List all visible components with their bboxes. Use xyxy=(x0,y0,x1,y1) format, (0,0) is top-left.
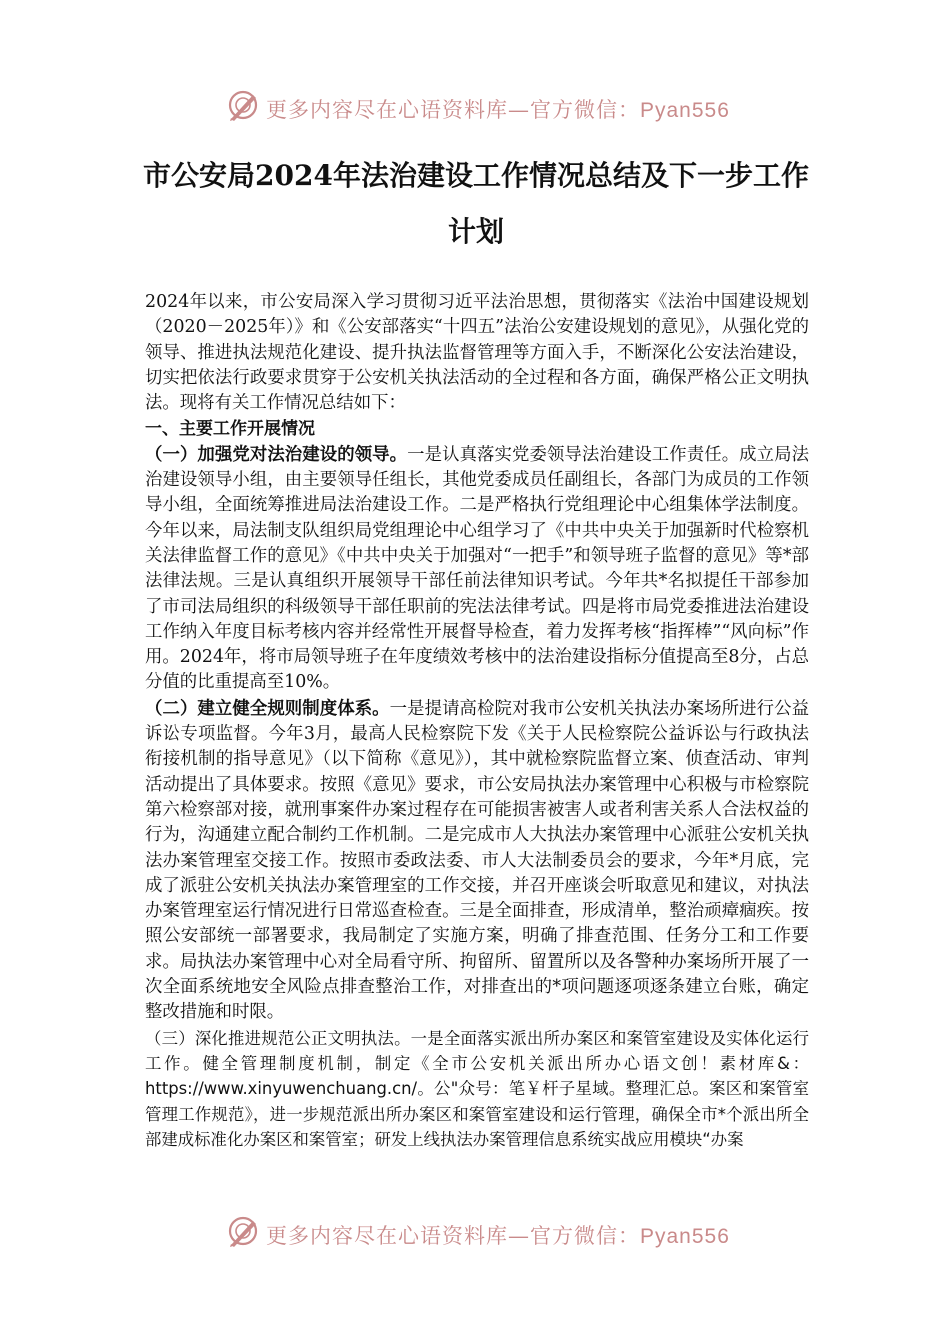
watermark-banner-top xyxy=(0,86,950,126)
paragraph-rules-system xyxy=(145,696,809,1026)
document-title: 市公安局2024年法治建设工作情况总结及下一步工作计划 xyxy=(143,159,809,248)
paragraph-lead: （二）建立健全规则制度体系。 xyxy=(145,697,390,718)
watermark-text: 更多内容尽在心语资料库—官方微信：Pyan556 xyxy=(266,98,730,122)
paragraph-law-enforcement: （三）深化推进规范公正文明执法。一是全面落实派出所办案区和案管室建设及实体化运行工作。健全管理制度机制，制定《全市公安机关派出所办心语文创！素材库&：https://www.xinyuwenchuang.cn/。公"众号：笔￥杆子星域。整理汇总。案区和案管室管理工作规范》，进一步规范派出所办案区和案管室建设和运行管理，确保全市*个派出所全部建成标准化办案区和案管室；研发上线执法办案管理信息系统实战应用模块“办案 xyxy=(145,1028,809,1149)
paragraph-lead: （一）加强党对法治建设的领导。 xyxy=(145,443,408,464)
document-body xyxy=(145,290,809,1152)
watermark-wechat-id: Pyan556 xyxy=(640,1225,730,1248)
watermark-wechat-id: Pyan556 xyxy=(640,99,730,122)
pen-logo-icon xyxy=(226,88,260,122)
paragraph-text: 一是提请高检院对我市公安机关执法办案场所进行公益诉讼专项监督。今年3月，最高人民检察院下发《关于人民检察院公益诉讼与行政执法衔接机制的指导意见》（以下简称《意见》），其中就检察院监督立案、侦查活动、审判活动提出了具体要求。按照《意见》要求，市公安局执法办案管理中心积极与市检察院第六检察部对接，就刑事案件办案过程存在可能损害被害人或者利害关系人合法权益的行为，沟通建立配合制约工作机制。二是完成市人大执法办案管理中心派驻公安机关执法办案管理室交接工作。按照市委政法委、市人大法制委员会的要求，今年*月底，完成了派驻公安机关执法办案管理室的工作交接，并召开座谈会听取意见和建议，对执法办案管理室运行情况进行日常巡查检查。三是全面排查，形成清单，整治顽瘴痼疾。按照公安部统一部署要求，我局制定了实施方案，明确了排查范围、任务分工和工作要求。局执法办案管理中心对全局看守所、拘留所、留置所以及各警种办案场所开展了一次全面系统地安全风险点排查整治工作，对排查出的*项问题逐项逐条建立台账，确定整改措施和时限。 xyxy=(145,698,809,1023)
paragraph-text: 一是认真落实党委领导法治建设工作责任。成立局法治建设领导小组，由主要领导任组长，其他党委成员任副组长，各部门为成员的工作领导小组，全面统筹推进局法治建设工作。二是严格执行党组理论中心组集体学法制度。今年以来，局法制支队组织局党组理论中心组学习了《中共中央关于加强新时代检察机关法律监督工作的意见》《中共中央关于加强对“一把手”和领导班子监督的意见》等*部法律法规。三是认真组织开展领导干部任前法律知识考试。今年共*名拟提任干部参加了市司法局组织的科级领导干部任职前的宪法法律考试。四是将市局党委推进法治建设工作纳入年度目标考核内容并经常性开展督导检查，着力发挥考核“指挥棒”“风向标”作用。2024年，将市局领导班子在年度绩效考核中的法治建设指标分值提高至8分，占总分值的比重提高至10%。 xyxy=(145,444,809,693)
watermark-banner-bottom xyxy=(0,1212,950,1252)
intro-paragraph: 2024年以来，市公安局深入学习贯彻习近平法治思想，贯彻落实《法治中国建设规划（2020－2025年）》和《公安部落实“十四五”法治公安建设规划的意见》，从强化党的领导、推进执法规范化建设、提升执法监督管理等方面入手，不断深化公安法治建设，切实把依法行政要求贯穿于公安机关执法活动的全过程和各方面，确保严格公正文明执法。现将有关工作情况总结如下： xyxy=(145,292,809,414)
section-heading: 一、主要工作开展情况 xyxy=(145,419,315,439)
paragraph-party-leadership xyxy=(145,442,809,696)
watermark-text: 更多内容尽在心语资料库—官方微信：Pyan556 xyxy=(266,1224,730,1248)
pen-logo-icon xyxy=(226,1214,260,1248)
